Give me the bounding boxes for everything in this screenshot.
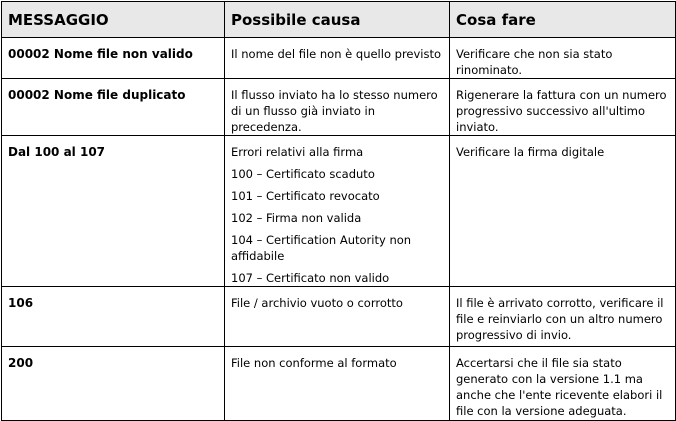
cause-line: 104 – Certification Autority non affidabile [231, 233, 412, 263]
cause-line: 102 – Firma non valida [231, 211, 362, 225]
cause-cell [225, 38, 450, 79]
cause-line: Il flusso inviato ha lo stesso numero di un flusso già inviato in precedenza. [231, 88, 438, 134]
cause-line: 107 – Certificato non valido [231, 271, 390, 285]
cause-line: File non conforme al formato [231, 356, 397, 370]
cause-line: Il nome del file non è quello previsto [231, 47, 442, 61]
message-cell: 106 [2, 287, 225, 347]
cause-cell [225, 136, 450, 287]
message-cell: 00002 Nome file duplicato [2, 79, 225, 136]
cause-line: 100 – Certificato scaduto [231, 167, 375, 181]
header-message: MESSAGGIO [2, 2, 225, 38]
cause-line: Errori relativi alla firma [231, 145, 364, 159]
action-cell: Verificare la firma digitale [450, 136, 676, 287]
table-row [2, 136, 676, 287]
cause-cell [225, 347, 450, 421]
action-cell: Il file è arrivato corrotto, verificare il file e reinviarlo con un altro numero progressivo di invio. [450, 287, 676, 347]
message-cell: 200 [2, 347, 225, 421]
message-cell: Dal 100 al 107 [2, 136, 225, 287]
action-cell: Rigenerare la fattura con un numero progressivo successivo all'ultimo inviato. [450, 79, 676, 136]
header-row [2, 2, 676, 38]
table-header [2, 2, 676, 38]
header-possible-cause: Possibile causa [225, 2, 450, 38]
table-row [2, 287, 676, 347]
error-messages-table [1, 1, 676, 421]
cause-line: 101 – Certificato revocato [231, 189, 380, 203]
cause-cell [225, 287, 450, 347]
header-what-to-do: Cosa fare [450, 2, 676, 38]
action-cell: Verificare che non sia stato rinominato. [450, 38, 676, 79]
table-body [2, 38, 676, 421]
action-cell: Accertarsi che il file sia stato generato con la versione 1.1 ma anche che l'ente ricevente elabori il file con la versione adeguata. [450, 347, 676, 421]
message-cell: 00002 Nome file non valido [2, 38, 225, 79]
cause-cell [225, 79, 450, 136]
cause-line: File / archivio vuoto o corrotto [231, 296, 403, 310]
table-row [2, 347, 676, 421]
table-row [2, 79, 676, 136]
table-row [2, 38, 676, 79]
